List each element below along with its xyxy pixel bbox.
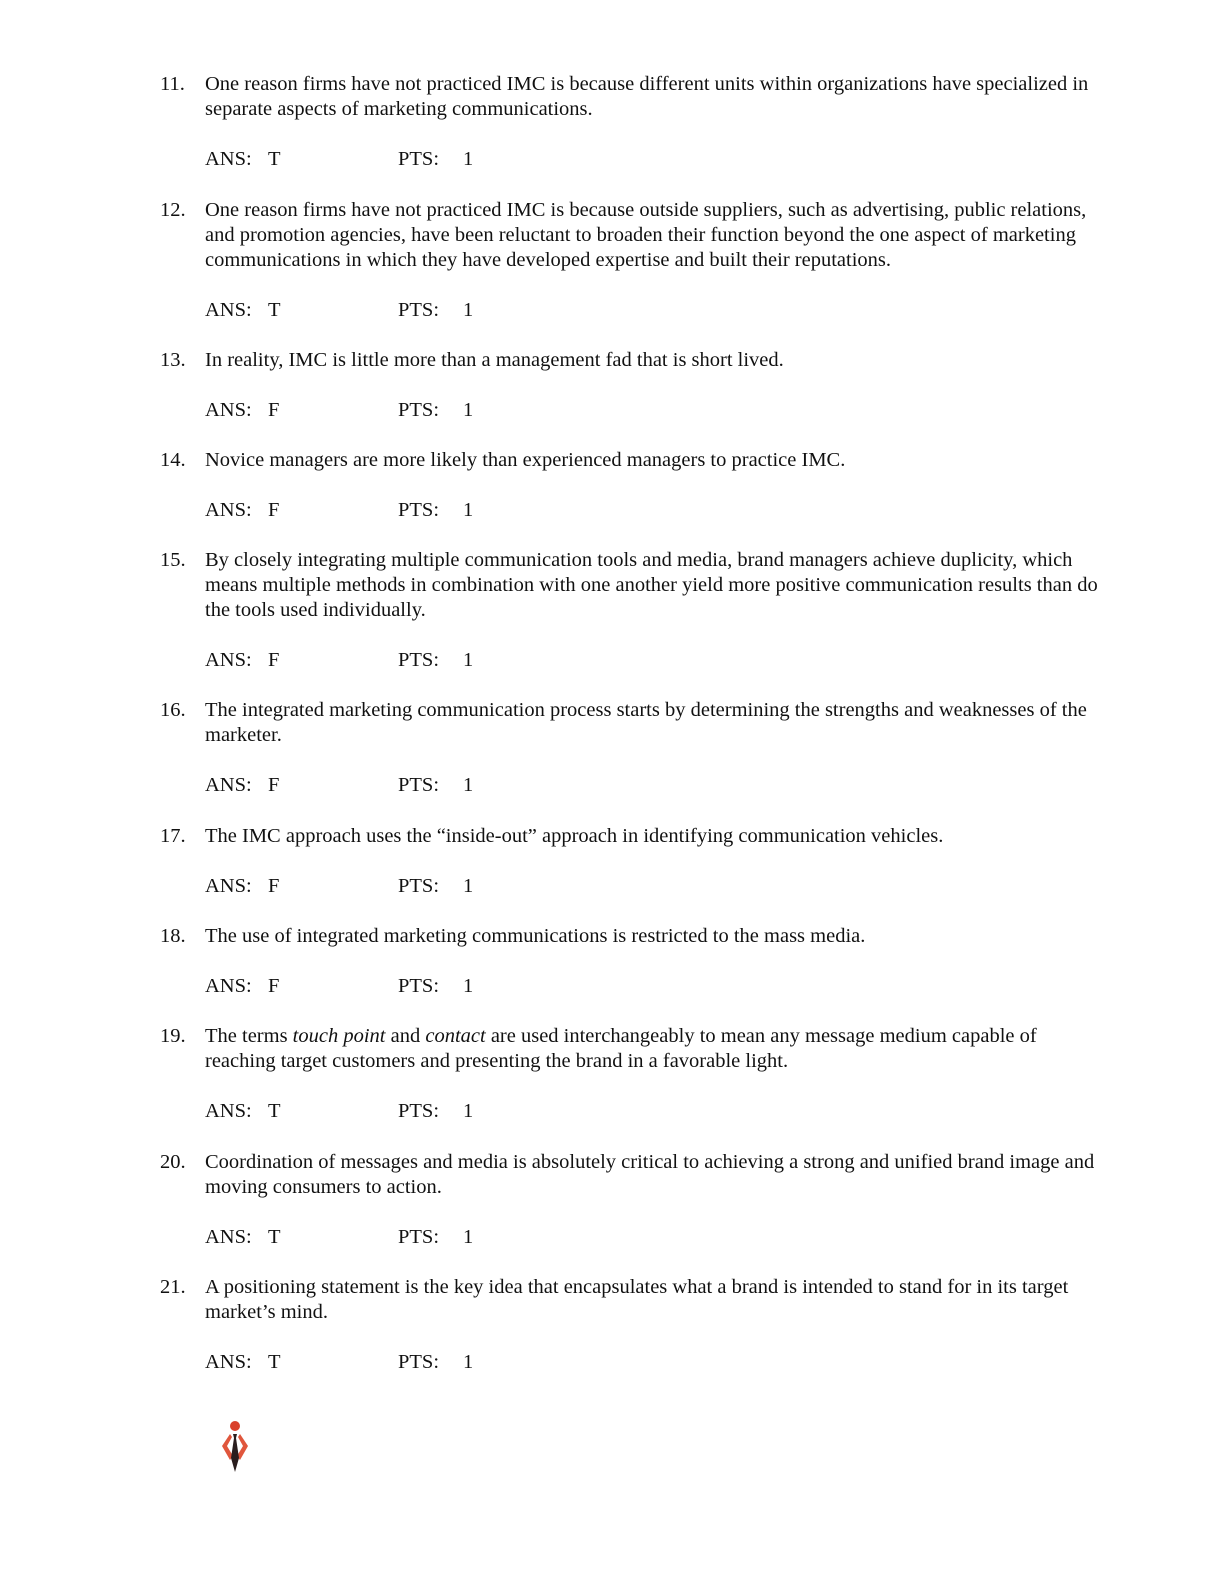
answer-value: T bbox=[268, 1351, 281, 1373]
answer-label: ANS: bbox=[205, 499, 252, 521]
points-label: PTS: bbox=[398, 399, 440, 421]
points-value: 1 bbox=[463, 499, 474, 521]
question-item bbox=[160, 548, 1110, 673]
points-label: PTS: bbox=[398, 1100, 440, 1122]
question-item bbox=[160, 1024, 1110, 1124]
question-text: The use of integrated marketing communications is restricted to the mass media. bbox=[205, 925, 866, 947]
answer-row bbox=[205, 874, 1110, 899]
term-contact: contact bbox=[425, 1025, 486, 1047]
question-item bbox=[160, 348, 1110, 423]
answer-value: F bbox=[268, 774, 280, 796]
term-touch-point: touch point bbox=[292, 1025, 386, 1047]
points-value: 1 bbox=[463, 975, 474, 997]
logo-tie bbox=[231, 1434, 239, 1472]
points-label: PTS: bbox=[398, 975, 440, 997]
question-item bbox=[160, 1150, 1110, 1250]
question-item bbox=[160, 448, 1110, 523]
question-item bbox=[160, 698, 1110, 798]
logo-head bbox=[230, 1421, 240, 1431]
answer-row bbox=[205, 298, 1110, 323]
question-text-part: and bbox=[385, 1025, 426, 1047]
question-row bbox=[160, 448, 1110, 473]
points-label: PTS: bbox=[398, 875, 440, 897]
answer-label: ANS: bbox=[205, 649, 252, 671]
points-value: 1 bbox=[463, 649, 474, 671]
answer-label: ANS: bbox=[205, 774, 252, 796]
question-item bbox=[160, 924, 1110, 999]
question-text: In reality, IMC is little more than a management fad that is short lived. bbox=[205, 349, 784, 371]
question-number: 15. bbox=[160, 549, 186, 571]
points-value: 1 bbox=[463, 774, 474, 796]
question-row bbox=[160, 348, 1110, 373]
question-number: 16. bbox=[160, 699, 186, 721]
answer-value: F bbox=[268, 499, 280, 521]
question-number: 19. bbox=[160, 1025, 186, 1047]
question-row bbox=[160, 72, 1110, 122]
points-value: 1 bbox=[463, 1226, 474, 1248]
question-number: 13. bbox=[160, 349, 186, 371]
answer-label: ANS: bbox=[205, 399, 252, 421]
answer-label: ANS: bbox=[205, 299, 252, 321]
answer-value: T bbox=[268, 1100, 281, 1122]
question-text: Coordination of messages and media is absolutely critical to achieving a strong and unified brand image and moving consumers to action. bbox=[205, 1151, 1095, 1198]
answer-label: ANS: bbox=[205, 975, 252, 997]
answer-row bbox=[205, 1350, 1110, 1375]
answer-label: ANS: bbox=[205, 1226, 252, 1248]
answer-row bbox=[205, 648, 1110, 673]
question-text bbox=[205, 1024, 1105, 1074]
answer-row bbox=[205, 773, 1110, 798]
question-item bbox=[160, 1275, 1110, 1375]
question-text: The IMC approach uses the “inside-out” approach in identifying communication vehicles. bbox=[205, 825, 944, 847]
answer-value: T bbox=[268, 1226, 281, 1248]
question-number: 11. bbox=[160, 73, 185, 95]
question-text: A positioning statement is the key idea that encapsulates what a brand is intended to stand for in its target market’s mind. bbox=[205, 1276, 1069, 1323]
answer-row bbox=[205, 398, 1110, 423]
question-text: By closely integrating multiple communication tools and media, brand managers achieve duplicity, which means multiple methods in combination with one another yield more positive communication results than do the tools used individually. bbox=[205, 549, 1098, 621]
answer-row bbox=[205, 1225, 1110, 1250]
answer-value: F bbox=[268, 875, 280, 897]
question-number: 14. bbox=[160, 449, 186, 471]
question-item bbox=[160, 824, 1110, 899]
question-number: 21. bbox=[160, 1276, 186, 1298]
question-text: The integrated marketing communication process starts by determining the strengths and weaknesses of the marketer. bbox=[205, 699, 1087, 746]
points-label: PTS: bbox=[398, 499, 440, 521]
points-value: 1 bbox=[463, 148, 474, 170]
question-number: 17. bbox=[160, 825, 186, 847]
points-value: 1 bbox=[463, 399, 474, 421]
logo-graphic bbox=[218, 1420, 252, 1474]
points-label: PTS: bbox=[398, 148, 440, 170]
question-text: One reason firms have not practiced IMC is because different units within organizations have specialized in separate aspects of marketing communications. bbox=[205, 73, 1089, 120]
points-value: 1 bbox=[463, 1100, 474, 1122]
question-text-part: are used interchangeably to mean any message medium capable of reaching target customers and presenting the brand in a favorable light. bbox=[205, 1025, 1037, 1072]
question-number: 18. bbox=[160, 925, 186, 947]
answer-value: T bbox=[268, 148, 281, 170]
question-text-part: The terms bbox=[205, 1025, 293, 1047]
points-value: 1 bbox=[463, 299, 474, 321]
question-row bbox=[160, 1150, 1110, 1200]
answer-row bbox=[205, 974, 1110, 999]
question-number: 20. bbox=[160, 1151, 186, 1173]
answer-value: F bbox=[268, 975, 280, 997]
points-label: PTS: bbox=[398, 299, 440, 321]
question-row bbox=[160, 924, 1110, 949]
question-row bbox=[160, 824, 1110, 849]
answer-label: ANS: bbox=[205, 1351, 252, 1373]
answer-label: ANS: bbox=[205, 1100, 252, 1122]
points-label: PTS: bbox=[398, 1226, 440, 1248]
answer-value: F bbox=[268, 399, 280, 421]
question-text: One reason firms have not practiced IMC is because outside suppliers, such as advertising, public relations, and promotion agencies, have been reluctant to broaden their function beyond the one aspect of marketing communications in which they have developed expertise and built their reputations. bbox=[205, 199, 1087, 271]
question-item bbox=[160, 72, 1110, 172]
answer-value: T bbox=[268, 299, 281, 321]
answer-row bbox=[205, 498, 1110, 523]
question-item bbox=[160, 198, 1110, 323]
person-with-tie-logo-icon bbox=[218, 1420, 252, 1474]
answer-label: ANS: bbox=[205, 875, 252, 897]
points-value: 1 bbox=[463, 875, 474, 897]
question-text: Novice managers are more likely than experienced managers to practice IMC. bbox=[205, 449, 846, 471]
answer-label: ANS: bbox=[205, 148, 252, 170]
answer-value: F bbox=[268, 649, 280, 671]
question-number: 12. bbox=[160, 199, 186, 221]
question-row bbox=[160, 198, 1110, 273]
points-label: PTS: bbox=[398, 1351, 440, 1373]
points-label: PTS: bbox=[398, 649, 440, 671]
answer-row bbox=[205, 147, 1110, 172]
question-row bbox=[160, 548, 1110, 623]
question-row bbox=[160, 1024, 1110, 1074]
question-row bbox=[160, 698, 1110, 748]
points-label: PTS: bbox=[398, 774, 440, 796]
points-value: 1 bbox=[463, 1351, 474, 1373]
answer-row bbox=[205, 1099, 1110, 1124]
question-row bbox=[160, 1275, 1110, 1325]
